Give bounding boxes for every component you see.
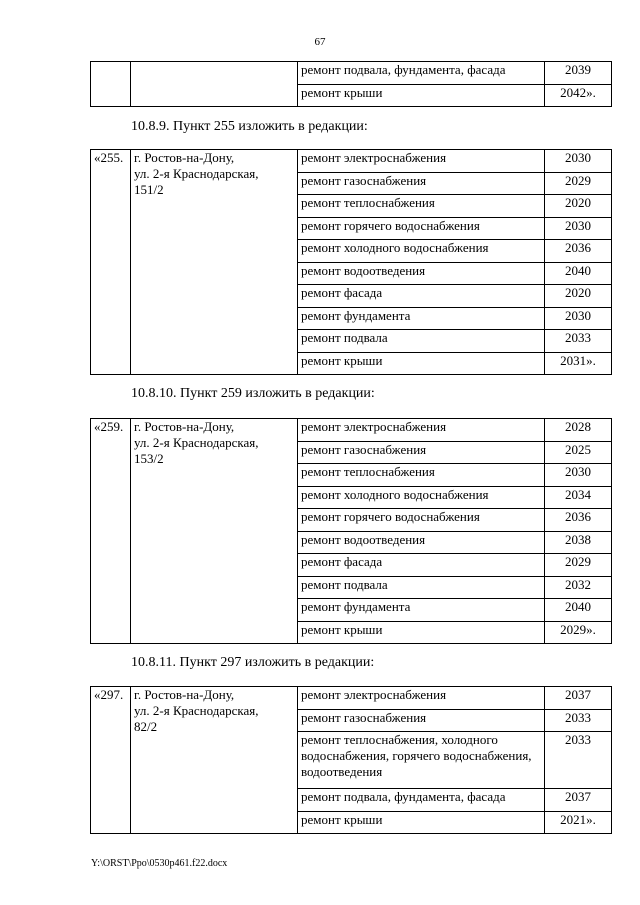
table-row (91, 687, 612, 710)
item-number-cell: «259. (91, 419, 131, 644)
table-row (91, 150, 612, 173)
year-cell: 2042». (545, 84, 612, 107)
address-street: ул. 2-я Краснодарская, (134, 703, 259, 718)
work-cell: ремонт водоотведения (298, 262, 545, 285)
item-297-table (90, 686, 612, 834)
work-cell: ремонт теплоснабжения (298, 464, 545, 487)
year-cell: 2037 (545, 687, 612, 710)
work-cell: ремонт холодного водоснабжения (298, 486, 545, 509)
address-cell (131, 150, 298, 375)
work-cell: ремонт холодного водоснабжения (298, 240, 545, 263)
work-cell: ремонт фасада (298, 554, 545, 577)
work-cell: ремонт электроснабжения (298, 687, 545, 710)
number-cell (91, 62, 131, 107)
address-house: 82/2 (134, 719, 158, 734)
year-cell: 2031». (545, 352, 612, 375)
work-cell: ремонт газоснабжения (298, 441, 545, 464)
address-cell (131, 687, 298, 834)
address-house: 153/2 (134, 451, 164, 466)
item-number-cell: «297. (91, 687, 131, 834)
year-cell: 2039 (545, 62, 612, 85)
work-cell: ремонт теплоснабжения (298, 195, 545, 218)
work-cell: ремонт теплоснабжения, холодного водоснабжения, горячего водоснабжения, водоотведения (298, 732, 545, 789)
year-cell: 2037 (545, 789, 612, 812)
year-cell: 2020 (545, 285, 612, 308)
address-cell (131, 62, 298, 107)
page-number: 67 (314, 36, 326, 48)
year-cell: 2030 (545, 217, 612, 240)
work-cell: ремонт электроснабжения (298, 419, 545, 442)
item-number-cell: «255. (91, 150, 131, 375)
section-heading-259: 10.8.10. Пункт 259 изложить в редакции: (131, 386, 375, 401)
top-continuation-table (90, 61, 612, 107)
year-cell: 2021». (545, 811, 612, 834)
year-cell: 2030 (545, 150, 612, 173)
section-heading-297: 10.8.11. Пункт 297 изложить в редакции: (131, 655, 375, 670)
address-street: ул. 2-я Краснодарская, (134, 166, 259, 181)
year-cell: 2025 (545, 441, 612, 464)
year-cell: 2036 (545, 240, 612, 263)
item-255-table (90, 149, 612, 375)
year-cell: 2030 (545, 307, 612, 330)
work-cell: ремонт фундамента (298, 599, 545, 622)
year-cell: 2034 (545, 486, 612, 509)
work-cell: ремонт фундамента (298, 307, 545, 330)
address-house: 151/2 (134, 182, 164, 197)
year-cell: 2038 (545, 531, 612, 554)
address-street: ул. 2-я Краснодарская, (134, 435, 259, 450)
table-row (91, 419, 612, 442)
footer-file-path: Y:\ORST\Ppo\0530p461.f22.docx (91, 858, 228, 869)
address-city: г. Ростов-на-Дону, (134, 150, 235, 165)
work-cell: ремонт подвала (298, 330, 545, 353)
work-cell: ремонт подвала (298, 576, 545, 599)
year-cell: 2029 (545, 554, 612, 577)
year-cell: 2036 (545, 509, 612, 532)
work-cell: ремонт подвала, фундамента, фасада (298, 789, 545, 812)
address-cell (131, 419, 298, 644)
work-cell: ремонт фасада (298, 285, 545, 308)
section-heading-255: 10.8.9. Пункт 255 изложить в редакции: (131, 119, 368, 134)
year-cell: 2030 (545, 464, 612, 487)
work-cell: ремонт крыши (298, 352, 545, 375)
year-cell: 2040 (545, 262, 612, 285)
work-cell: ремонт электроснабжения (298, 150, 545, 173)
year-cell: 2033 (545, 709, 612, 732)
year-cell: 2020 (545, 195, 612, 218)
work-cell: ремонт газоснабжения (298, 172, 545, 195)
work-cell: ремонт крыши (298, 811, 545, 834)
year-cell: 2028 (545, 419, 612, 442)
address-city: г. Ростов-на-Дону, (134, 687, 235, 702)
work-cell: ремонт крыши (298, 621, 545, 644)
address-city: г. Ростов-на-Дону, (134, 419, 235, 434)
work-cell: ремонт горячего водоснабжения (298, 217, 545, 240)
table-row (91, 62, 612, 85)
year-cell: 2029». (545, 621, 612, 644)
work-cell: ремонт горячего водоснабжения (298, 509, 545, 532)
year-cell: 2033 (545, 732, 612, 789)
year-cell: 2033 (545, 330, 612, 353)
year-cell: 2029 (545, 172, 612, 195)
work-cell: ремонт водоотведения (298, 531, 545, 554)
work-cell: ремонт подвала, фундамента, фасада (298, 62, 545, 85)
work-cell: ремонт крыши (298, 84, 545, 107)
item-259-table (90, 418, 612, 644)
year-cell: 2040 (545, 599, 612, 622)
work-cell: ремонт газоснабжения (298, 709, 545, 732)
year-cell: 2032 (545, 576, 612, 599)
